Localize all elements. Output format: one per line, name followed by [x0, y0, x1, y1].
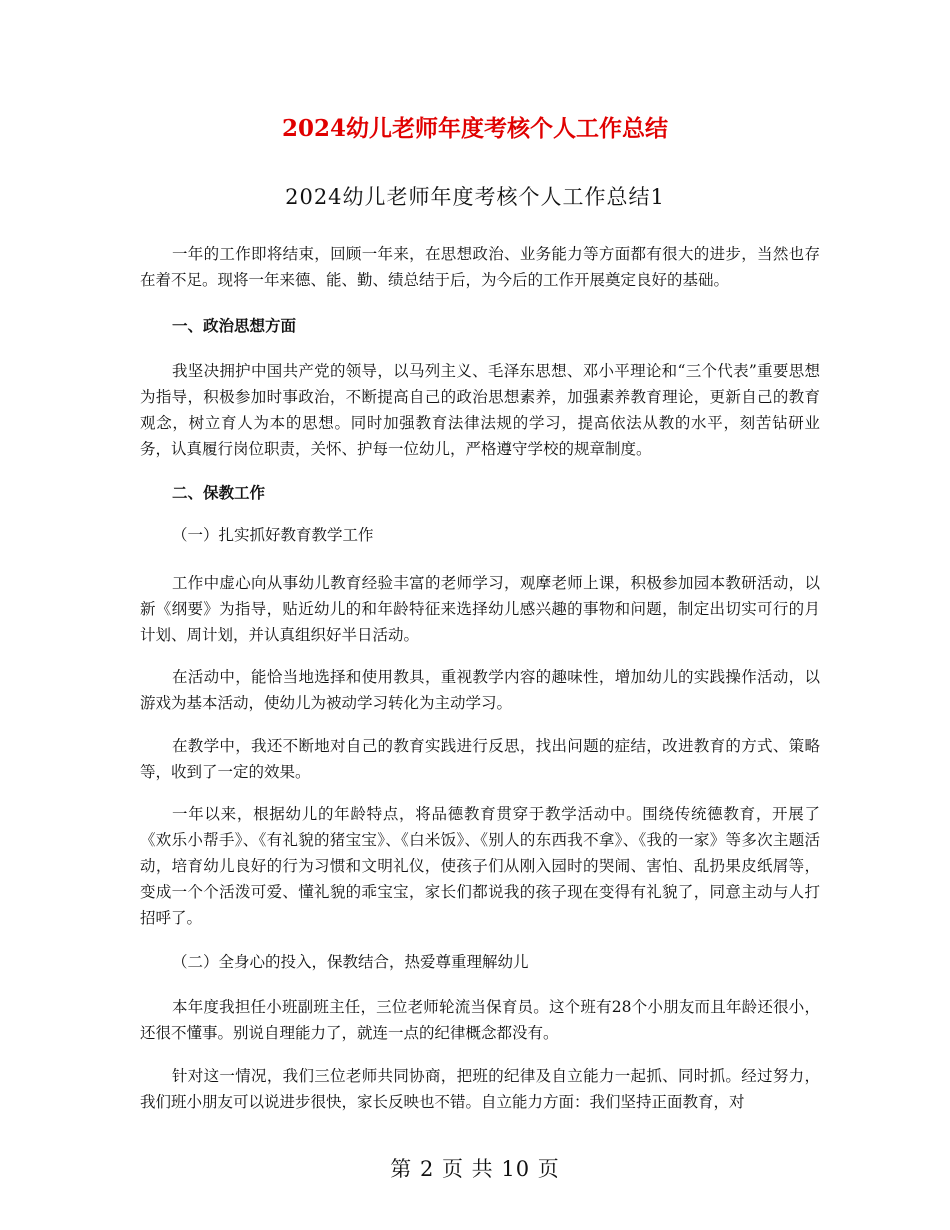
page-number-footer: 第 2 页 共 10 页 — [390, 1157, 560, 1181]
paragraph-teaching-3: 在教学中，我还不断地对自己的教育实践进行反思，找出问题的症结，改进教育的方式、策略等，收到了一定的效果。 — [140, 737, 820, 781]
paragraph-intro: 一年的工作即将结束，回顾一年来，在思想政治、业务能力等方面都有很大的进步，当然也存在着不足。现将一年来德、能、勤、绩总结于后，为今后的工作开展奠定良好的基础。 — [140, 245, 820, 289]
paragraph-politics: 我坚决拥护中国共产党的领导，以马列主义、毛泽东思想、邓小平理论和“三个代表”重要思想为指导，积极参加时事政治，不断提高自己的政治思想素养，加强素养教育理论，更新自己的教育观念，树立育人为本的思想。同时加强教育法律法规的学习，提高依法从教的水平，刻苦钻研业务，认真履行岗位职责，关怀、护每一位幼儿，严格遵守学校的规章制度。 — [140, 362, 820, 458]
subheading-care: （二）全身心的投入，保教结合，热爱尊重理解幼儿 — [172, 953, 529, 971]
subheading-teaching: （一）扎实抓好教育教学工作 — [172, 526, 374, 544]
heading-politics: 一、政治思想方面 — [172, 316, 297, 335]
paragraph-care-1: 本年度我担任小班副班主任，三位老师轮流当保育员。这个班有28个小朋友而且年龄还很小，还很不懂事。别说自理能力了，就连一点的纪律概念都没有。 — [140, 998, 820, 1042]
paragraph-teaching-2: 在活动中，能恰当地选择和使用教具，重视教学内容的趣味性，增加幼儿的实践操作活动，以游戏为基本活动，使幼儿为被动学习转化为主动学习。 — [140, 668, 820, 712]
paragraph-teaching-4: 一年以来，根据幼儿的年龄特点，将品德教育贯穿于教学活动中。围绕传统德教育，开展了《欢乐小帮手》、《有礼貌的猪宝宝》、《白米饭》、《别人的东西我不拿》、《我的一家》等多次主题活动，培育幼儿良好的行为习惯和文明礼仪，使孩子们从刚入园时的哭闹、害怕、乱扔果皮纸屑等，变成一个个活泼可爱、懂礼貌的乖宝宝，家长们都说我的孩子现在变得有礼貌了，同意主动与人打招呼了。 — [140, 805, 820, 927]
document-title: 2024幼儿老师年度考核个人工作总结 — [281, 115, 668, 142]
heading-care-teaching: 二、保教工作 — [172, 483, 266, 502]
section-subtitle: 2024幼儿老师年度考核个人工作总结1 — [285, 185, 665, 209]
paragraph-care-2: 针对这一情况，我们三位老师共同协商，把班的纪律及自立能力一起抓、同时抓。经过努力，我们班小朋友可以说进步很快，家长反映也不错。自立能力方面：我们坚持正面教育，对 — [140, 1067, 820, 1111]
paragraph-teaching-1: 工作中虚心向从事幼儿教育经验丰富的老师学习，观摩老师上课，积极参加园本教研活动，以新《纲要》为指导，贴近幼儿的和年龄特征来选择幼儿感兴趣的事物和问题，制定出切实可行的月计划、周计划，并认真组织好半日活动。 — [140, 574, 820, 644]
